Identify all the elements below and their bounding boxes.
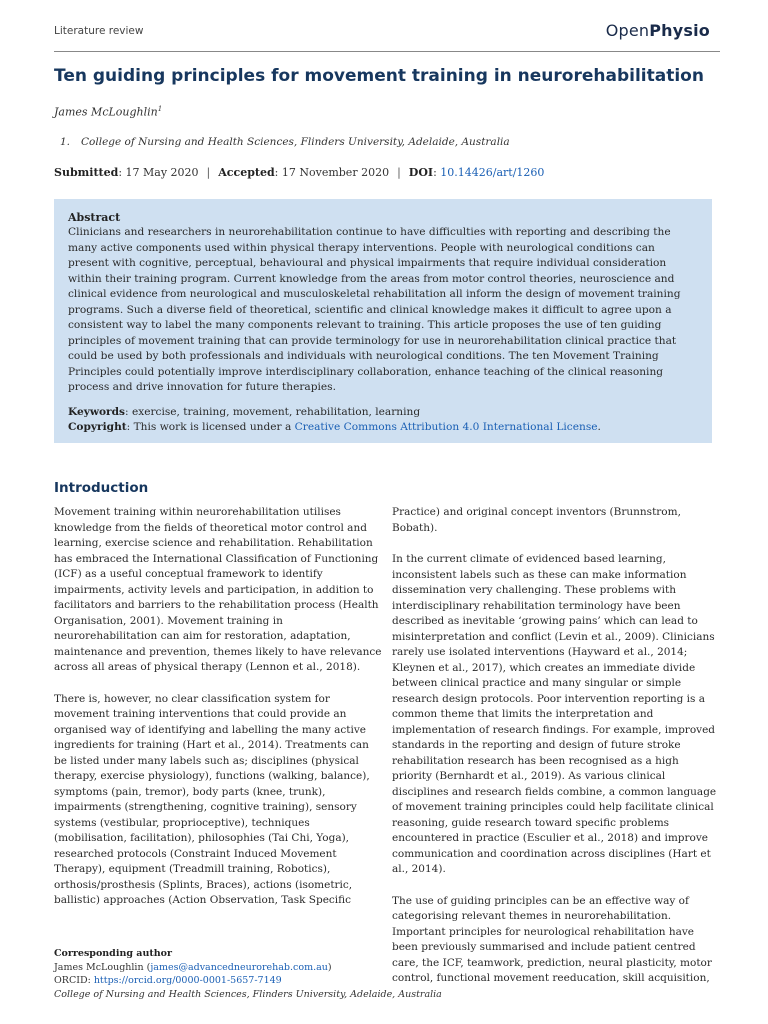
doi-link[interactable]: 10.14426/art/1260 — [440, 166, 545, 179]
corresponding-heading: Corresponding author — [54, 948, 172, 959]
corresponding-author-block — [54, 947, 442, 1001]
meta-separator: | — [206, 166, 211, 179]
doi-separator: : — [433, 166, 441, 179]
copyright-end: . — [597, 421, 601, 433]
header-divider — [54, 51, 720, 52]
orcid-link[interactable]: https://orcid.org/0000-0001-5657-7149 — [93, 975, 282, 986]
corresponding-name-end: ) — [327, 961, 332, 973]
affiliation — [60, 136, 510, 148]
section-label: Literature review — [54, 25, 144, 37]
paragraph: Movement training within neurorehabilitation utilises knowledge from the fields of theoretical motor control and learning, exercise science and rehabilitation. Rehabilitation has embraced the International Classification of Functioning (ICF) as a useful conceptual framework to identify impairments, activity levels and participation, in addition to facilitators and barriers to the rehabilitation process (Health Organisation, 2001). Movement training in neurorehabilitation can aim for restoration, adaptation, maintenance and prevention, themes likely to have relevance across all areas of physical therapy (Lennon et al., 2018). — [54, 506, 382, 673]
author-line — [54, 105, 162, 119]
logo-text-open: Open — [605, 21, 650, 40]
meta-separator: | — [397, 166, 401, 179]
article-dates — [54, 166, 544, 179]
abstract-text: Clinicians and researchers in neurorehabilitation continue to have difficulties with reporting and describing the many active components used within physical therapy interventions. People with neurological conditions can present with cognitive, perceptual, behavioural and physical impairments that require individual consideration within their training program. Current knowledge from the areas from motor control theories, neuroscience and clinical evidence from neurological and musculoskeletal rehabilitation all inform the design of movement training programs. Such a diverse field of theoretical, scientific and clinical knowledge makes it difficult to agree upon a consistent way to label the many components relevant to training. This article proposes the use of ten guiding principles of movement training that can provide terminology for use in neurorehabilitation clinical practice that could be used by both professionals and individuals with neurological conditions. The ten Movement Training Principles could potentially improve interdisciplinary collaboration, enhance teaching of the clinical reasoning process and drive innovation for future therapies. — [68, 226, 681, 393]
accepted-label: Accepted — [218, 166, 275, 179]
paragraph: There is, however, no clear classification system for movement training interventions that could provide an organised way of identifying and labelling the many active ingredients for training (Hart et al., 2014). Treatments can be listed under many labels such as; disciplines (physical therapy, exercise physiology), functions (walking, balance), symptoms (pain, tremor), body parts (knee, trunk), impairments (strengthening, cognitive training), sensory systems (vestibular, proprioceptive), techniques (mobilisation, facilitation), philosophies (Tai Chi, Yoga), researched protocols (Constraint Induced Movement Therapy), equipment (Treadmill training, Robotics), orthosis/prosthesis (Splints, Braces), actions (isometric, ballistic) approaches (Action Observation, Task Specific — [54, 692, 370, 906]
doi-label: DOI — [408, 166, 434, 179]
corresponding-email-link[interactable]: james@advancedneurorehab.com.au — [150, 961, 328, 973]
body-column-right — [392, 505, 722, 1003]
keywords-label: Keywords — [68, 405, 126, 418]
affiliation-number: 1. — [60, 136, 71, 148]
submitted-date: : 17 May 2020 — [118, 166, 199, 179]
corresponding-institution: College of Nursing and Health Sciences, Flinders University, Adelaide, Australia — [54, 988, 442, 1000]
paragraph: In the current climate of evidenced based learning, inconsistent labels such as these can make information dissemination very challenging. These problems with interdisciplinary rehabilitation terminology have been described as inevitable ‘growing pains’ which can lead to misinterpretation and conflict (Levin et al., 2009). Clinicians rarely use isolated interventions (Hayward et al., 2014; Kleynen et al., 2017), which creates an immediate divide between clinical practice and many singular or simple research design protocols. Poor intervention reporting is a common theme that limits the interpretation and implementation of research findings. For example, improved standards in the reporting and design of future stroke rehabilitation research has been recognised as a high priority (Bernhardt et al., 2019). As various clinical disciplines and research fields combine, a common language of movement training principles could help facilitate clinical reasoning, guide research toward specific problems encountered in practice (Esculier et al., 2018) and improve communication and coordination across disciplines (Hart et al., 2014). — [392, 553, 717, 875]
logo-text-physio: Physio — [649, 21, 710, 40]
abstract-heading: Abstract — [68, 211, 121, 224]
body-column-left — [54, 505, 384, 925]
abstract-box — [54, 199, 712, 443]
submitted-label: Submitted — [54, 166, 119, 179]
accepted-date: : 17 November 2020 — [274, 166, 390, 179]
orcid-label: ORCID: — [54, 975, 94, 986]
keywords-text: : exercise, training, movement, rehabilitation, learning — [125, 405, 421, 418]
author-name: James McLoughlin — [54, 105, 158, 119]
corresponding-name: James McLoughlin ( — [54, 961, 151, 973]
copyright-label: Copyright — [68, 421, 127, 433]
article-title: Ten guiding principles for movement training in neurorehabilitation — [54, 66, 704, 86]
paragraph: Practice) and original concept inventors (Brunnstrom, Bobath). — [392, 506, 681, 534]
paragraph: The use of guiding principles can be an effective way of categorising relevant themes in neurorehabilitation. Important principles for neurological rehabilitation have been previously summarised and include patient centred care, the ICF, teamwork, prediction, neural plasticity, motor control, functional movement reeducation, skill acquisition, — [392, 894, 712, 984]
affiliation-text: College of Nursing and Health Sciences, Flinders University, Adelaide, Australia — [81, 136, 510, 148]
journal-logo[interactable] — [606, 21, 710, 40]
copyright-text: : This work is licensed under a — [126, 421, 295, 433]
keywords-line — [68, 405, 698, 436]
license-link[interactable]: Creative Commons Attribution 4.0 International License — [294, 421, 598, 433]
introduction-heading: Introduction — [54, 480, 149, 496]
author-affiliation-marker: 1 — [157, 105, 163, 113]
